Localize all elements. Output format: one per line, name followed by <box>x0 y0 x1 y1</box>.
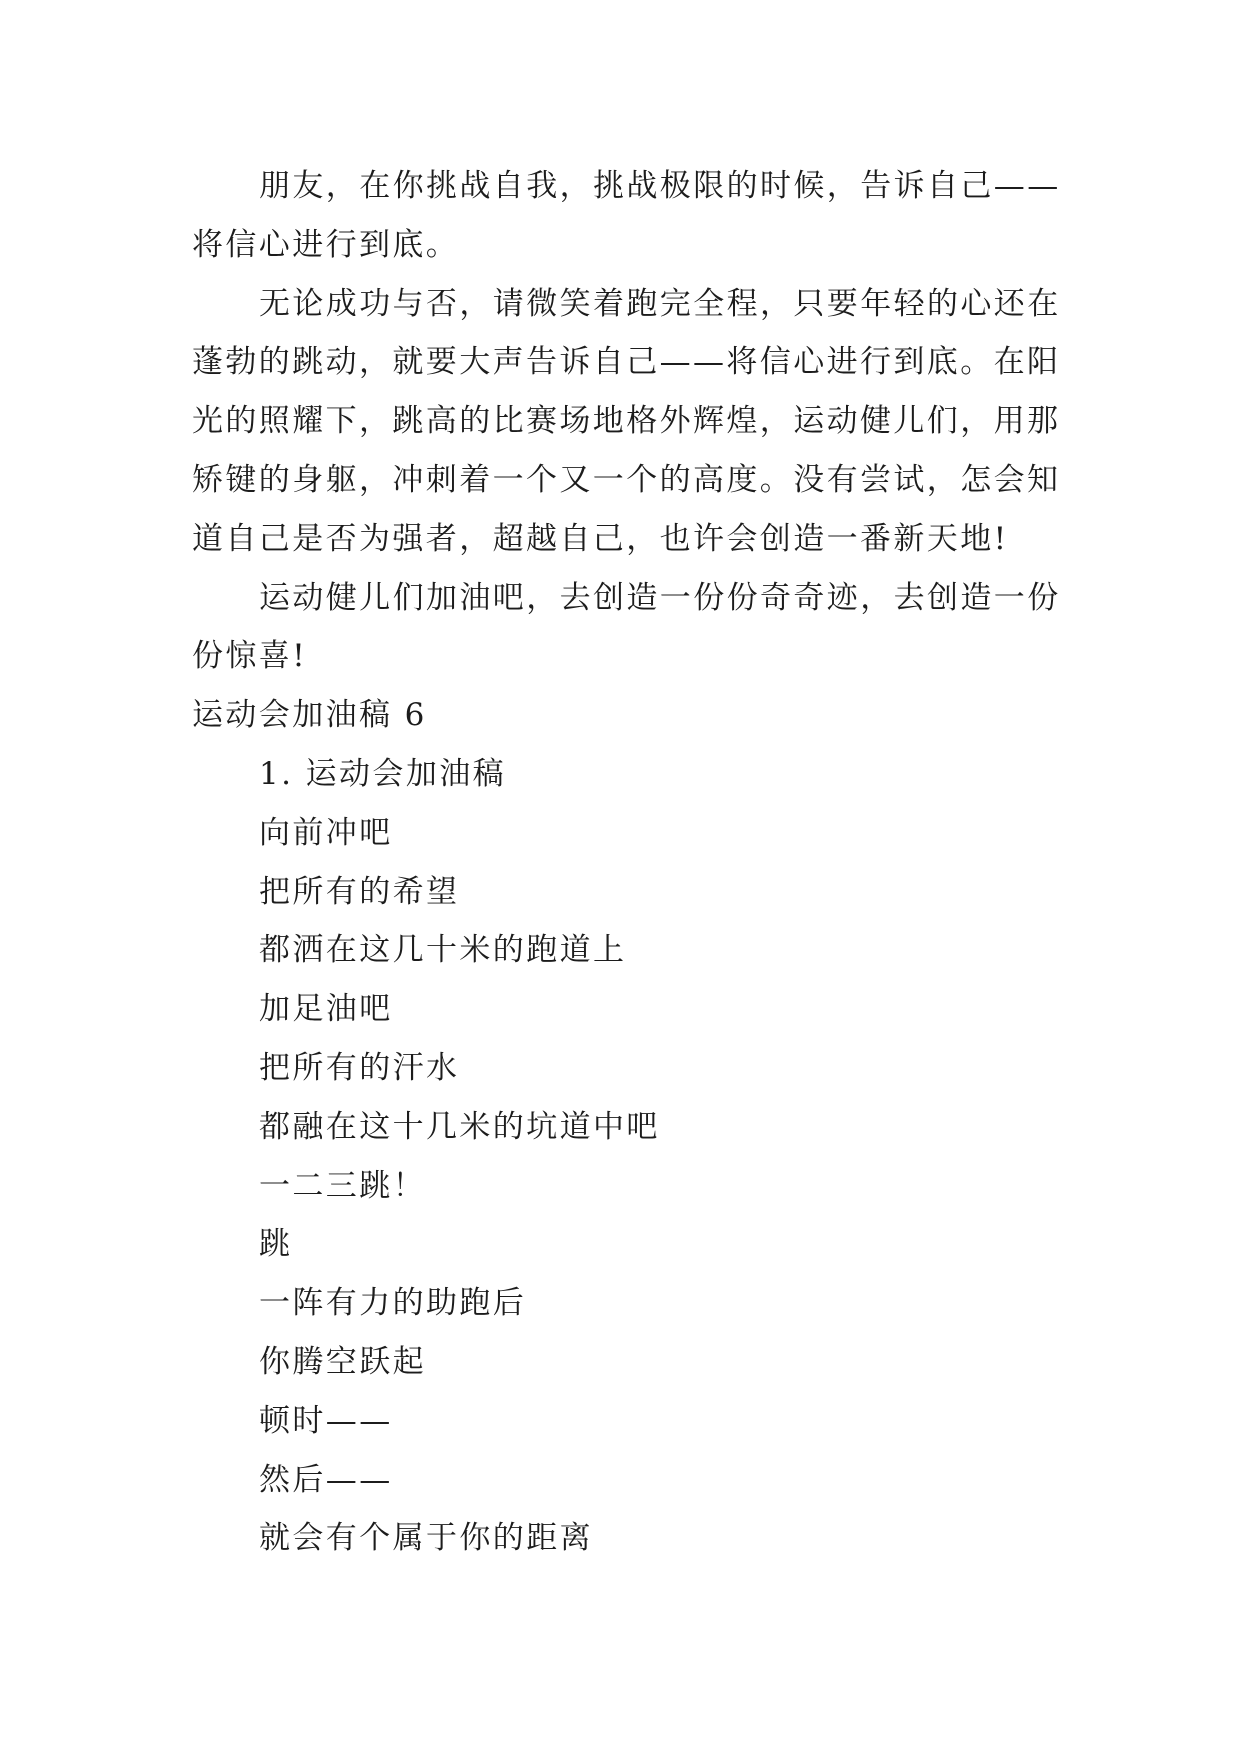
section-heading: 运动会加油稿 6 <box>192 697 427 734</box>
poem-line: 加足油吧 <box>259 991 393 1028</box>
poem-line: 你腾空跃起 <box>259 1343 426 1380</box>
paragraph <box>192 157 1241 275</box>
paragraph <box>192 569 1241 687</box>
text-line: 光的照耀下，跳高的比赛场地格外辉煌，运动健儿们，用那 <box>192 403 1061 440</box>
poem-line: 都融在这十几米的坑道中吧 <box>259 1108 660 1145</box>
poem-line: 跳 <box>259 1226 293 1263</box>
text-line: 运动健儿们加油吧，去创造一份份奇奇迹，去创造一份 <box>259 579 1061 616</box>
paragraph <box>192 275 1241 569</box>
text-line: 朋友，在你挑战自我，挑战极限的时候，告诉自己—— <box>259 168 1061 204</box>
text-line: 份惊喜! <box>192 638 308 675</box>
poem-line: 顿时—— <box>259 1402 393 1439</box>
text-line: 无论成功与否，请微笑着跑完全程，只要年轻的心还在 <box>259 285 1061 322</box>
poem-line: 然后—— <box>259 1461 393 1498</box>
poem <box>192 745 1241 1568</box>
poem-line: 把所有的希望 <box>259 873 460 910</box>
poem-line: 一二三跳！ <box>259 1167 426 1204</box>
poem-line: 把所有的汗水 <box>259 1049 460 1086</box>
poem-title: 1. 运动会加油稿 <box>259 755 507 792</box>
poem-line: 都洒在这几十米的跑道上 <box>259 932 627 969</box>
poem-line: 向前冲吧 <box>259 814 393 851</box>
poem-line: 就会有个属于你的距离 <box>259 1520 593 1557</box>
text-line: 道自己是否为强者，超越自己，也许会创造一番新天地! <box>192 520 1009 557</box>
text-line: 矫键的身躯，冲刺着一个又一个的高度。没有尝试，怎会知 <box>192 461 1061 498</box>
text-line: 蓬勃的跳动，就要大声告诉自己——将信心进行到底。在阳 <box>192 344 1061 381</box>
poem-line: 一阵有力的助跑后 <box>259 1285 527 1322</box>
text-line: 将信心进行到底。 <box>192 226 460 263</box>
